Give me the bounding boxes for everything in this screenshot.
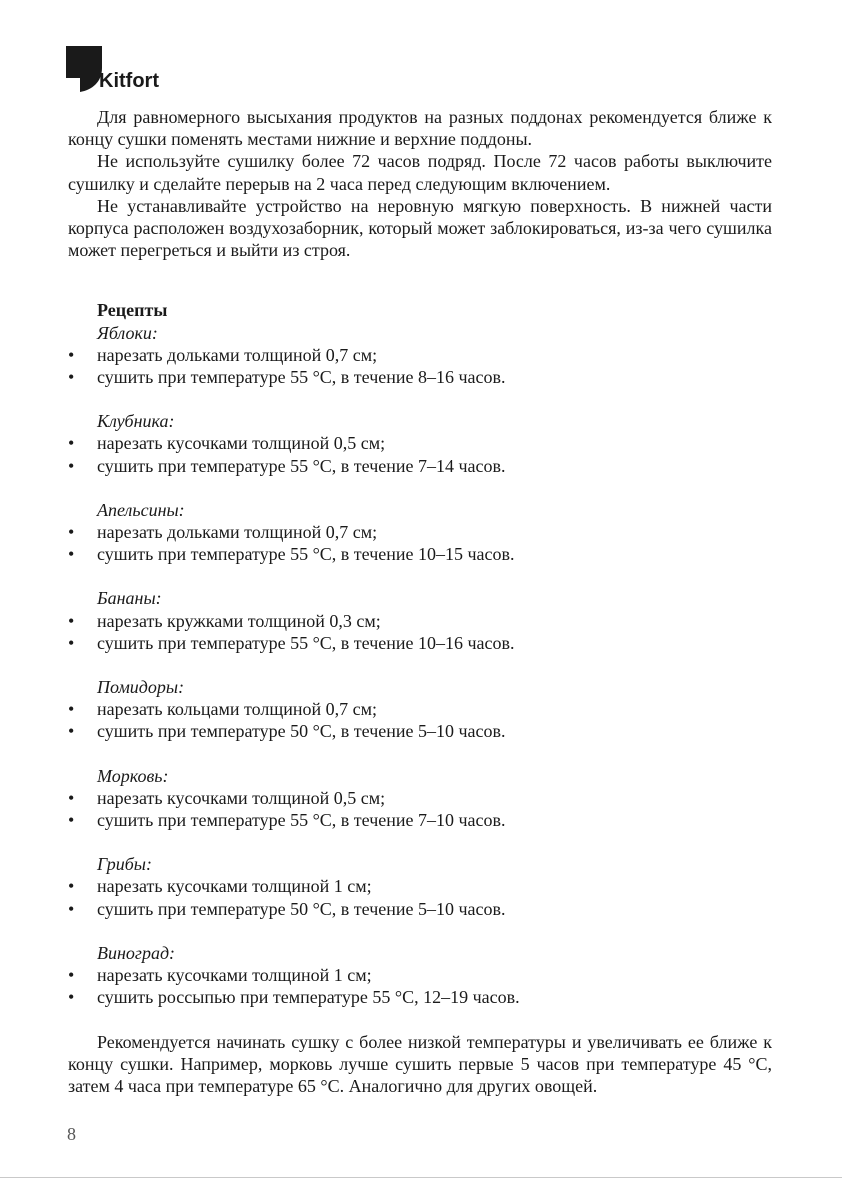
bullet-icon: • [68, 522, 75, 543]
page-number: 8 [67, 1124, 76, 1144]
recipe-name: Бананы: [97, 588, 162, 609]
recipe-steps [68, 964, 772, 1008]
list-item-text: сушить при температуре 55 °C, в течение 7–14 часов. [97, 455, 506, 476]
bullet-icon: • [68, 367, 75, 388]
bullet-icon: • [68, 810, 75, 831]
list-item-text: сушить при температуре 50 °C, в течение 5–10 часов. [97, 721, 506, 742]
bullet-icon: • [68, 876, 75, 897]
intro-section [68, 106, 772, 261]
recipe-steps [68, 610, 772, 654]
page-content [68, 106, 772, 1097]
list-item-text: нарезать дольками толщиной 0,7 см; [97, 522, 378, 543]
final-paragraph: Рекомендуется начинать сушку с более низкой температуры и увеличивать ее ближе к концу сушки. Например, морковь лучше сушить первые 5 часов при температуре 45 °C, затем 4 часа при температуре 65 °C. Аналогично для других овощей. [68, 1031, 772, 1096]
recipe-block [68, 676, 772, 743]
list-item [68, 521, 772, 543]
list-item [68, 698, 772, 720]
recipes-list [68, 322, 772, 1009]
list-item-text: сушить при температуре 55 °C, в течение 10–15 часов. [97, 544, 515, 565]
bullet-icon: • [68, 610, 75, 631]
recipe-steps [68, 432, 772, 476]
recipe-name: Морковь: [97, 765, 169, 786]
recipe-block [68, 942, 772, 1009]
list-item-text: нарезать кусочками толщиной 0,5 см; [97, 433, 386, 454]
kitfort-logo-icon [66, 46, 102, 92]
recipe-block [68, 499, 772, 566]
list-item [68, 455, 772, 477]
recipe-name: Помидоры: [97, 677, 185, 698]
list-item [68, 344, 772, 366]
bullet-icon: • [68, 898, 75, 919]
list-item-text: сушить россыпью при температуре 55 °C, 12–19 часов. [97, 987, 520, 1008]
recipe-block [68, 765, 772, 832]
list-item-text: нарезать дольками толщиной 0,7 см; [97, 344, 378, 365]
intro-paragraph: Не используйте сушилку более 72 часов подряд. После 72 часов работы выключите сушилку и сделайте перерыв на 2 часа перед следующим включением. [68, 151, 772, 194]
bullet-icon: • [68, 544, 75, 565]
bullet-icon: • [68, 344, 75, 365]
bullet-icon: • [68, 721, 75, 742]
list-item [68, 432, 772, 454]
list-item [68, 632, 772, 654]
bullet-icon: • [68, 632, 75, 653]
list-item-text: нарезать кольцами толщиной 0,7 см; [97, 699, 377, 720]
list-item-text: сушить при температуре 55 °C, в течение 10–16 часов. [97, 632, 515, 653]
list-item [68, 543, 772, 565]
bottom-divider [0, 1177, 842, 1178]
brand-logo [66, 46, 159, 92]
recipe-name: Апельсины: [97, 499, 185, 520]
recipe-name: Виноград: [97, 942, 176, 963]
bullet-icon: • [68, 455, 75, 476]
list-item [68, 964, 772, 986]
list-item [68, 610, 772, 632]
recipe-block [68, 853, 772, 920]
list-item [68, 809, 772, 831]
intro-paragraph: Не устанавливайте устройство на неровную мягкую поверхность. В нижней части корпуса расположен воздухозаборник, который может заблокироваться, из-за чего сушилка может перегреться и выйти из строя. [68, 195, 772, 261]
recipe-steps [68, 787, 772, 831]
list-item [68, 366, 772, 388]
recipe-steps [68, 521, 772, 565]
bullet-icon: • [68, 699, 75, 720]
list-item-text: сушить при температуре 50 °C, в течение 5–10 часов. [97, 898, 506, 919]
list-item-text: сушить при температуре 55 °C, в течение 7–10 часов. [97, 810, 506, 831]
list-item-text: нарезать кусочками толщиной 1 см; [97, 876, 372, 897]
recipe-name: Яблоки: [97, 322, 158, 343]
section-title: Рецепты [97, 300, 168, 321]
bullet-icon: • [68, 987, 75, 1008]
list-item [68, 875, 772, 897]
list-item-text: нарезать кусочками толщиной 1 см; [97, 965, 372, 986]
recipe-block [68, 322, 772, 389]
list-item-text: сушить при температуре 55 °C, в течение 8–16 часов. [97, 367, 506, 388]
recipe-steps [68, 344, 772, 388]
list-item-text: нарезать кусочками толщиной 0,5 см; [97, 787, 386, 808]
recipe-name: Грибы: [97, 854, 152, 875]
list-item-text: нарезать кружками толщиной 0,3 см; [97, 610, 381, 631]
list-item [68, 898, 772, 920]
bullet-icon: • [68, 965, 75, 986]
recipe-block [68, 410, 772, 477]
list-item [68, 986, 772, 1008]
recipe-steps [68, 875, 772, 919]
recipe-name: Клубника: [97, 411, 175, 432]
list-item [68, 787, 772, 809]
brand-name: Kitfort [99, 70, 159, 92]
bullet-icon: • [68, 433, 75, 454]
recipe-block [68, 587, 772, 654]
recipe-steps [68, 698, 772, 742]
bullet-icon: • [68, 787, 75, 808]
list-item [68, 720, 772, 742]
intro-paragraph: Для равномерного высыхания продуктов на разных поддонах рекомендуется ближе к концу сушки поменять местами нижние и верхние поддоны. [68, 107, 772, 150]
